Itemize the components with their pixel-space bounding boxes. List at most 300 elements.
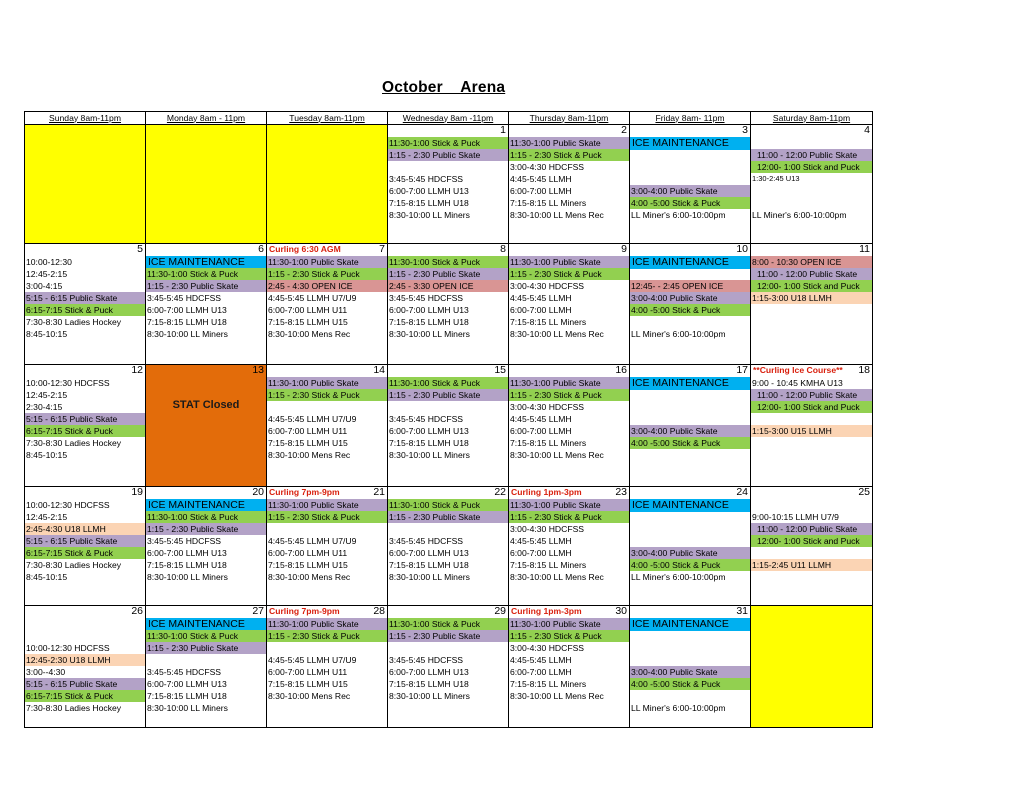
day-number: 26	[131, 605, 143, 617]
week-row	[25, 365, 873, 487]
week-row	[25, 244, 873, 365]
day-number: 3	[742, 124, 748, 136]
ice-maintenance-entry: ICE MAINTENANCE	[146, 256, 266, 269]
schedule-entry: 1:15 - 2:30 Public Skate	[146, 642, 266, 654]
schedule-entry: 6:00-7:00 LLMH U13	[147, 305, 227, 315]
schedule-entry	[630, 690, 750, 702]
day-cell-12	[25, 365, 146, 487]
calendar-title: October Arena	[382, 79, 506, 96]
schedule-entry: 7:15-8:15 LL Miners	[510, 198, 587, 208]
schedule-entry	[630, 642, 750, 654]
schedule-entry	[388, 401, 508, 413]
schedule-entry: 11:30-1:00 Public Skate	[267, 618, 387, 630]
schedule-entry	[751, 197, 872, 209]
schedule-entry: 5:15 - 6:15 Public Skate	[25, 292, 145, 304]
schedule-entry: 3:00-4:00 Public Skate	[630, 547, 750, 559]
day-cell-20	[146, 487, 267, 606]
empty-day-cell	[267, 125, 388, 244]
schedule-entry: 7:30-8:30 Ladies Hockey	[26, 560, 122, 570]
schedule-entry: 11:00 - 12:00 Public Skate	[751, 268, 872, 280]
day-cell-23	[509, 487, 630, 606]
schedule-entry: 6:00-7:00 LLMH U11	[268, 305, 348, 315]
schedule-entry: 7:30-8:30 Ladies Hockey	[26, 703, 122, 713]
ice-maintenance-entry: ICE MAINTENANCE	[630, 256, 750, 269]
schedule-entry: 7:15-8:15 LLMH U18	[147, 317, 227, 327]
empty-day-cell	[25, 125, 146, 244]
day-number: 10	[736, 243, 748, 255]
ice-maintenance-entry: ICE MAINTENANCE	[146, 499, 266, 512]
curling-note: **Curling Ice Course**	[753, 365, 843, 375]
schedule-entry: 12:45-2:15	[26, 512, 68, 522]
schedule-entry: 4:45-5:45 LLMH U7/U9	[268, 414, 357, 424]
day-cell-17	[630, 365, 751, 487]
schedule-entry	[630, 630, 750, 642]
schedule-entry: 4:00 -5:00 Stick & Puck	[630, 559, 750, 571]
schedule-entry: 3:45-5:45 HDCFSS	[147, 667, 222, 677]
day-number: 31	[736, 605, 748, 617]
schedule-entry: 3:00-4:00 Public Skate	[630, 292, 750, 304]
schedule-entry: 1:15 - 2:30 Public Skate	[146, 280, 266, 292]
header-friday: Friday 8am- 11pm	[630, 112, 751, 125]
schedule-entry: 8:30-10:00 Mens Rec	[268, 450, 351, 460]
schedule-entry: 2:45 - 3:30 OPEN ICE	[388, 280, 508, 292]
day-cell-18	[751, 365, 873, 487]
schedule-entry: 7:30-8:30 Ladies Hockey	[26, 317, 122, 327]
schedule-entry: 1:15 - 2:30 Public Skate	[388, 511, 508, 523]
day-number: 12	[131, 364, 143, 376]
day-cell-25	[751, 487, 873, 606]
schedule-entry: 12:00- 1:00 Stick and Puck	[751, 535, 872, 547]
schedule-entry: 7:15-8:15 LL Miners	[510, 560, 587, 570]
day-number: 13	[252, 364, 264, 376]
schedule-entry: 8:30-10:00 LL Miners	[147, 329, 228, 339]
day-number: 7	[379, 243, 385, 255]
schedule-entry: 2:45 - 4:30 OPEN ICE	[267, 280, 387, 292]
schedule-entry: 8:30-10:00 LL Miners	[147, 703, 228, 713]
schedule-entry: 3:45-5:45 HDCFSS	[389, 655, 464, 665]
day-cell-21	[267, 487, 388, 606]
day-cell-9	[509, 244, 630, 365]
day-number: 17	[736, 364, 748, 376]
schedule-entry: 1:15 - 2:30 Public Skate	[388, 149, 508, 161]
day-cell-24	[630, 487, 751, 606]
schedule-entry: 7:15-8:15 LLMH U18	[389, 198, 469, 208]
empty-day-cell	[146, 125, 267, 244]
day-number: 2	[621, 124, 627, 136]
schedule-entry: 1:15 - 2:30 Stick & Puck	[267, 630, 387, 642]
day-number: 21	[373, 486, 385, 498]
day-cell-27	[146, 606, 267, 728]
schedule-entry	[751, 413, 872, 425]
schedule-entry: 6:00-7:00 LLMH U13	[147, 679, 227, 689]
schedule-entry: 8:30-10:00 LL Miners	[147, 572, 228, 582]
schedule-entry: 11:30-1:00 Stick & Puck	[146, 511, 266, 523]
day-number: 6	[258, 243, 264, 255]
header-sunday: Sunday 8am-11pm	[25, 112, 146, 125]
schedule-entry: 4:45-5:45 LLMH	[510, 655, 572, 665]
schedule-entry: 6:00-7:00 LLMH U13	[389, 548, 469, 558]
day-number: 28	[373, 605, 385, 617]
schedule-entry: 1:15 - 2:30 Stick & Puck	[509, 511, 629, 523]
schedule-entry	[630, 449, 750, 461]
day-number: 25	[858, 486, 870, 498]
day-cell-1	[388, 125, 509, 244]
schedule-entry: 1:15 - 2:30 Stick & Puck	[509, 630, 629, 642]
schedule-entry: 7:15-8:15 LLMH U18	[389, 438, 469, 448]
schedule-entry: 1:15 - 2:30 Public Skate	[388, 389, 508, 401]
schedule-entry: 11:30-1:00 Public Skate	[509, 377, 629, 389]
curling-note: Curling 6:30 AGM	[269, 244, 341, 254]
schedule-entry: 11:30-1:00 Public Skate	[509, 499, 629, 511]
schedule-entry: 4:45-5:45 LLMH	[510, 536, 572, 546]
schedule-entry: 1:15 - 2:30 Stick & Puck	[267, 389, 387, 401]
schedule-entry: 7:15-8:15 LLMH U15	[268, 317, 348, 327]
day-cell-29	[388, 606, 509, 728]
schedule-entry: 8:30-10:00 Mens Rec	[268, 572, 351, 582]
schedule-entry: 12:45-2:15	[26, 390, 68, 400]
schedule-entry: 4:45-5:45 LLMH	[510, 293, 572, 303]
schedule-entry: 8:30-10:00 LL Mens Rec	[510, 572, 604, 582]
day-cell-26	[25, 606, 146, 728]
schedule-entry: 10:00-12:30 HDCFSS	[26, 378, 110, 388]
schedule-entry: 2:30-4:15	[26, 402, 63, 412]
schedule-entry: 1:15 - 2:30 Stick & Puck	[509, 389, 629, 401]
curling-note: Curling 1pm-3pm	[511, 487, 582, 497]
schedule-entry: LL Miner's 6:00-10:00pm	[631, 572, 726, 582]
schedule-entry: 8:30-10:00 LL Mens Rec	[510, 450, 604, 460]
schedule-entry: 3:00-4:00 Public Skate	[630, 185, 750, 197]
schedule-entry: 6:00-7:00 LLMH U13	[389, 667, 469, 677]
schedule-entry: 6:00-7:00 LLMH U13	[389, 305, 469, 315]
calendar-grid	[24, 111, 873, 728]
schedule-entry: 6:00-7:00 LLMH U13	[389, 186, 469, 196]
schedule-entry: 7:15-8:15 LL Miners	[510, 317, 587, 327]
day-number: 29	[494, 605, 506, 617]
schedule-entry: 8:00 - 10:30 OPEN ICE	[751, 256, 872, 268]
ice-maintenance-entry: ICE MAINTENANCE	[630, 137, 750, 150]
schedule-entry: 12:45-2:15	[26, 269, 68, 279]
schedule-entry	[388, 642, 508, 654]
schedule-entry: 8:30-10:00 LL Mens Rec	[510, 329, 604, 339]
schedule-entry: 3:00-4:30 HDCFSS	[510, 524, 585, 534]
curling-note: Curling 1pm-3pm	[511, 606, 582, 616]
schedule-entry	[630, 173, 750, 185]
schedule-entry	[751, 449, 872, 461]
day-cell-4	[751, 125, 873, 244]
schedule-entry: 11:30-1:00 Public Skate	[509, 256, 629, 268]
day-number: 19	[131, 486, 143, 498]
schedule-entry	[630, 149, 750, 161]
schedule-entry: 6:00-7:00 LLMH U11	[268, 548, 348, 558]
schedule-entry: 4:45-5:45 LLMH U7/U9	[268, 655, 357, 665]
schedule-entry: LL Miner's 6:00-10:00pm	[752, 210, 847, 220]
schedule-entry	[388, 523, 508, 535]
ice-maintenance-entry: ICE MAINTENANCE	[146, 618, 266, 631]
schedule-entry: 3:00-4:00 Public Skate	[630, 666, 750, 678]
schedule-entry	[630, 654, 750, 666]
day-cell-31	[630, 606, 751, 728]
schedule-entry	[751, 437, 872, 449]
schedule-entry: 4:45-5:45 LLMH U7/U9	[268, 536, 357, 546]
schedule-entry	[630, 389, 750, 401]
schedule-entry: 7:15-8:15 LLMH U15	[268, 560, 348, 570]
schedule-entry: 6:00-7:00 LLMH U11	[268, 667, 348, 677]
schedule-entry: 1:15-2:45 U11 LLMH	[751, 559, 872, 571]
schedule-entry: 1:15 - 2:30 Public Skate	[388, 630, 508, 642]
header-tuesday: Tuesday 8am-11pm	[267, 112, 388, 125]
schedule-entry: 8:30-10:00 LL Miners	[389, 572, 470, 582]
schedule-entry: 4:00 -5:00 Stick & Puck	[630, 678, 750, 690]
schedule-entry: 6:00-7:00 LLMH U13	[147, 548, 227, 558]
schedule-entry: 3:45-5:45 HDCFSS	[389, 293, 464, 303]
schedule-entry: 7:15-8:15 LLMH U18	[389, 560, 469, 570]
schedule-entry: 8:30-10:00 Mens Rec	[268, 691, 351, 701]
schedule-entry: 7:15-8:15 LLMH U18	[389, 679, 469, 689]
day-number: 30	[615, 605, 627, 617]
schedule-entry: 8:30-10:00 LL Mens Rec	[510, 210, 604, 220]
schedule-entry: 3:00-4:30 HDCFSS	[510, 402, 585, 412]
schedule-entry	[751, 304, 872, 316]
week-row	[25, 606, 873, 728]
schedule-entry: 11:00 - 12:00 Public Skate	[751, 389, 872, 401]
schedule-entry: 11:30-1:00 Public Skate	[509, 137, 629, 149]
schedule-entry: 8:30-10:00 LL Miners	[389, 329, 470, 339]
schedule-entry: 3:00-4:30 HDCFSS	[510, 162, 585, 172]
schedule-entry: 1:15 - 2:30 Public Skate	[146, 523, 266, 535]
day-cell-28	[267, 606, 388, 728]
schedule-entry: 11:30-1:00 Stick & Puck	[388, 377, 508, 389]
schedule-entry: 7:15-8:15 LLMH U18	[389, 317, 469, 327]
day-cell-7	[267, 244, 388, 365]
schedule-entry	[630, 413, 750, 425]
day-number: 15	[494, 364, 506, 376]
weekday-header-row	[25, 112, 873, 125]
schedule-entry: 1:15 - 2:30 Stick & Puck	[267, 511, 387, 523]
day-cell-11	[751, 244, 873, 365]
schedule-entry: 11:30-1:00 Public Skate	[509, 618, 629, 630]
schedule-entry: 6:15-7:15 Stick & Puck	[25, 690, 145, 702]
header-thursday: Thursday 8am-11pm	[509, 112, 630, 125]
schedule-entry: 1:15-3:00 U15 LLMH	[751, 425, 872, 437]
schedule-entry	[146, 654, 266, 666]
day-number: 20	[252, 486, 264, 498]
schedule-entry	[388, 161, 508, 173]
schedule-entry	[630, 511, 750, 523]
schedule-entry: 2:45-4:30 U18 LLMH	[25, 523, 145, 535]
schedule-entry: 11:30-1:00 Stick & Puck	[388, 499, 508, 511]
schedule-entry: 1:15 - 2:30 Stick & Puck	[509, 268, 629, 280]
schedule-entry: 3:00-4:30 HDCFSS	[510, 643, 585, 653]
schedule-entry: 6:00-7:00 LLMH U13	[389, 426, 469, 436]
day-cell-8	[388, 244, 509, 365]
schedule-entry: 3:45-5:45 HDCFSS	[389, 536, 464, 546]
schedule-entry: LL Miner's 6:00-10:00pm	[631, 329, 726, 339]
schedule-entry: 3:45-5:45 HDCFSS	[147, 293, 222, 303]
schedule-entry: 9:00-10:15 LLMH U7/9	[752, 512, 839, 522]
schedule-entry: 10:00-12:30 HDCFSS	[26, 643, 110, 653]
schedule-entry: 4:00 -5:00 Stick & Puck	[630, 304, 750, 316]
schedule-entry: 8:30-10:00 LL Mens Rec	[510, 691, 604, 701]
schedule-entry: 8:45-10:15	[26, 572, 68, 582]
schedule-entry	[751, 571, 872, 583]
schedule-entry: 4:00 -5:00 Stick & Puck	[630, 437, 750, 449]
schedule-entry	[751, 499, 872, 511]
schedule-entry: 6:00-7:00 LLMH	[510, 426, 572, 436]
schedule-entry	[630, 161, 750, 173]
schedule-entry: 10:00-12:30	[26, 257, 72, 267]
day-cell-2	[509, 125, 630, 244]
schedule-entry	[751, 137, 872, 149]
schedule-entry: 7:15-8:15 LLMH U18	[147, 560, 227, 570]
day-cell-5	[25, 244, 146, 365]
week-row	[25, 125, 873, 244]
schedule-entry: 6:15-7:15 Stick & Puck	[25, 547, 145, 559]
schedule-entry: 1:15 - 2:30 Stick & Puck	[267, 268, 387, 280]
schedule-entry: 6:00-7:00 LLMH U11	[268, 426, 348, 436]
schedule-entry: 11:30-1:00 Public Skate	[267, 256, 387, 268]
header-saturday: Saturday 8am-11pm	[751, 112, 873, 125]
day-cell-22	[388, 487, 509, 606]
schedule-entry: 12:00- 1:00 Stick and Puck	[751, 280, 872, 292]
schedule-entry: 7:15-8:15 LLMH U15	[268, 679, 348, 689]
schedule-entry: 3:45-5:45 HDCFSS	[389, 414, 464, 424]
schedule-entry: 11:30-1:00 Stick & Puck	[146, 268, 266, 280]
schedule-entry: 9:00 - 10:45 KMHA U13	[752, 378, 843, 388]
schedule-entry: 8:45-10:15	[26, 329, 68, 339]
day-number: 4	[864, 124, 870, 136]
empty-day-cell	[751, 606, 873, 728]
schedule-entry	[630, 268, 750, 280]
ice-maintenance-entry: ICE MAINTENANCE	[630, 618, 750, 631]
schedule-entry: 6:00-7:00 LLMH	[510, 305, 572, 315]
schedule-entry: 11:30-1:00 Stick & Puck	[388, 618, 508, 630]
schedule-entry	[630, 535, 750, 547]
schedule-entry: 8:30-10:00 LL Miners	[389, 210, 470, 220]
day-cell-13	[146, 365, 267, 487]
schedule-entry: 7:15-8:15 LL Miners	[510, 438, 587, 448]
schedule-entry: 12:00- 1:00 Stick and Puck	[751, 401, 872, 413]
schedule-entry: 5:15 - 6:15 Public Skate	[25, 678, 145, 690]
ice-maintenance-entry: ICE MAINTENANCE	[630, 499, 750, 512]
day-number: 8	[500, 243, 506, 255]
day-number: 22	[494, 486, 506, 498]
schedule-entry: 11:30-1:00 Stick & Puck	[388, 256, 508, 268]
schedule-entry: 12:00- 1:00 Stick and Puck	[751, 161, 872, 173]
schedule-entry: 11:00 - 12:00 Public Skate	[751, 149, 872, 161]
schedule-entry: 1:15 - 2:30 Public Skate	[388, 268, 508, 280]
schedule-entry	[751, 547, 872, 559]
day-number: 11	[859, 243, 870, 255]
schedule-entry: 7:15-8:15 LLMH U18	[147, 691, 227, 701]
schedule-entry: 6:00-7:00 LLMH	[510, 548, 572, 558]
schedule-entry: 7:15-8:15 LLMH U15	[268, 438, 348, 448]
schedule-entry: 3:45-5:45 HDCFSS	[389, 174, 464, 184]
schedule-entry	[25, 618, 145, 630]
day-cell-14	[267, 365, 388, 487]
curling-note: Curling 7pm-9pm	[269, 606, 340, 616]
schedule-entry: 1:15 - 2:30 Stick & Puck	[509, 149, 629, 161]
header-wednesday: Wednesday 8am -11pm	[388, 112, 509, 125]
day-cell-19	[25, 487, 146, 606]
schedule-entry: 11:30-1:00 Public Skate	[267, 377, 387, 389]
week-row	[25, 487, 873, 606]
schedule-entry: 5:15 - 6:15 Public Skate	[25, 413, 145, 425]
day-number: 27	[252, 605, 264, 617]
schedule-entry: 4:45-5:45 LLMH U7/U9	[268, 293, 357, 303]
day-number: 23	[615, 486, 627, 498]
header-monday: Monday 8am - 11pm	[146, 112, 267, 125]
schedule-entry: 4:45-5:45 LLMH	[510, 174, 572, 184]
schedule-entry: 7:30-8:30 Ladies Hockey	[26, 438, 122, 448]
schedule-entry: 8:30-10:00 Mens Rec	[268, 329, 351, 339]
day-number: 16	[615, 364, 627, 376]
ice-maintenance-entry: ICE MAINTENANCE	[630, 377, 750, 390]
schedule-entry	[267, 523, 387, 535]
schedule-entry: 11:00 - 12:00 Public Skate	[751, 523, 872, 535]
day-cell-15	[388, 365, 509, 487]
curling-note: Curling 7pm-9pm	[269, 487, 340, 497]
schedule-entry: 6:00-7:00 LLMH	[510, 186, 572, 196]
day-number: 1	[500, 124, 506, 136]
schedule-entry: 8:45-10:15	[26, 450, 68, 460]
schedule-entry: 11:30-1:00 Public Skate	[267, 499, 387, 511]
stat-closed-label: STAT Closed	[172, 399, 240, 411]
day-number: 5	[137, 243, 143, 255]
schedule-entry: 3:45-5:45 HDCFSS	[147, 536, 222, 546]
day-cell-6	[146, 244, 267, 365]
schedule-entry	[751, 328, 872, 340]
schedule-entry: 4:45-5:45 LLMH	[510, 414, 572, 424]
schedule-entry: 3:00-4:00 Public Skate	[630, 425, 750, 437]
schedule-entry	[630, 401, 750, 413]
schedule-entry	[267, 401, 387, 413]
schedule-entry	[630, 523, 750, 535]
schedule-entry: 8:30-10:00 LL Miners	[389, 691, 470, 701]
schedule-entry: 8:30-10:00 LL Miners	[389, 450, 470, 460]
day-number: 14	[373, 364, 385, 376]
schedule-entry: 5:15 - 6:15 Public Skate	[25, 535, 145, 547]
schedule-entry: LL Miner's 6:00-10:00pm	[631, 703, 726, 713]
schedule-entry: 6:15-7:15 Stick & Puck	[25, 425, 145, 437]
schedule-entry	[751, 185, 872, 197]
day-cell-3	[630, 125, 751, 244]
schedule-entry: 7:15-8:15 LL Miners	[510, 679, 587, 689]
day-number: 9	[621, 243, 627, 255]
schedule-entry: 6:15-7:15 Stick & Puck	[25, 304, 145, 316]
schedule-entry: 11:30-1:00 Stick & Puck	[388, 137, 508, 149]
schedule-entry	[630, 316, 750, 328]
schedule-entry: 1:30-2:45 U13	[752, 174, 800, 183]
schedule-entry: 6:00-7:00 LLMH	[510, 667, 572, 677]
schedule-entry: 10:00-12:30 HDCFSS	[26, 500, 110, 510]
day-cell-16	[509, 365, 630, 487]
schedule-entry: 11:30-1:00 Stick & Puck	[146, 630, 266, 642]
schedule-entry: 4:00 -5:00 Stick & Puck	[630, 197, 750, 209]
schedule-entry: 3:00-4:15	[26, 281, 63, 291]
day-cell-30	[509, 606, 630, 728]
day-cell-10	[630, 244, 751, 365]
schedule-entry: 3:00--4:30	[26, 667, 66, 677]
schedule-entry: 3:00-4:30 HDCFSS	[510, 281, 585, 291]
schedule-entry: LL Miner's 6:00-10:00pm	[631, 210, 726, 220]
day-number: 18	[858, 364, 870, 376]
day-number: 24	[736, 486, 748, 498]
schedule-entry: 1:15-3:00 U18 LLMH	[751, 292, 872, 304]
schedule-entry: 12:45- - 2:45 OPEN ICE	[630, 280, 750, 292]
schedule-entry	[751, 316, 872, 328]
schedule-entry	[267, 642, 387, 654]
schedule-entry: 12:45-2:30 U18 LLMH	[25, 654, 145, 666]
